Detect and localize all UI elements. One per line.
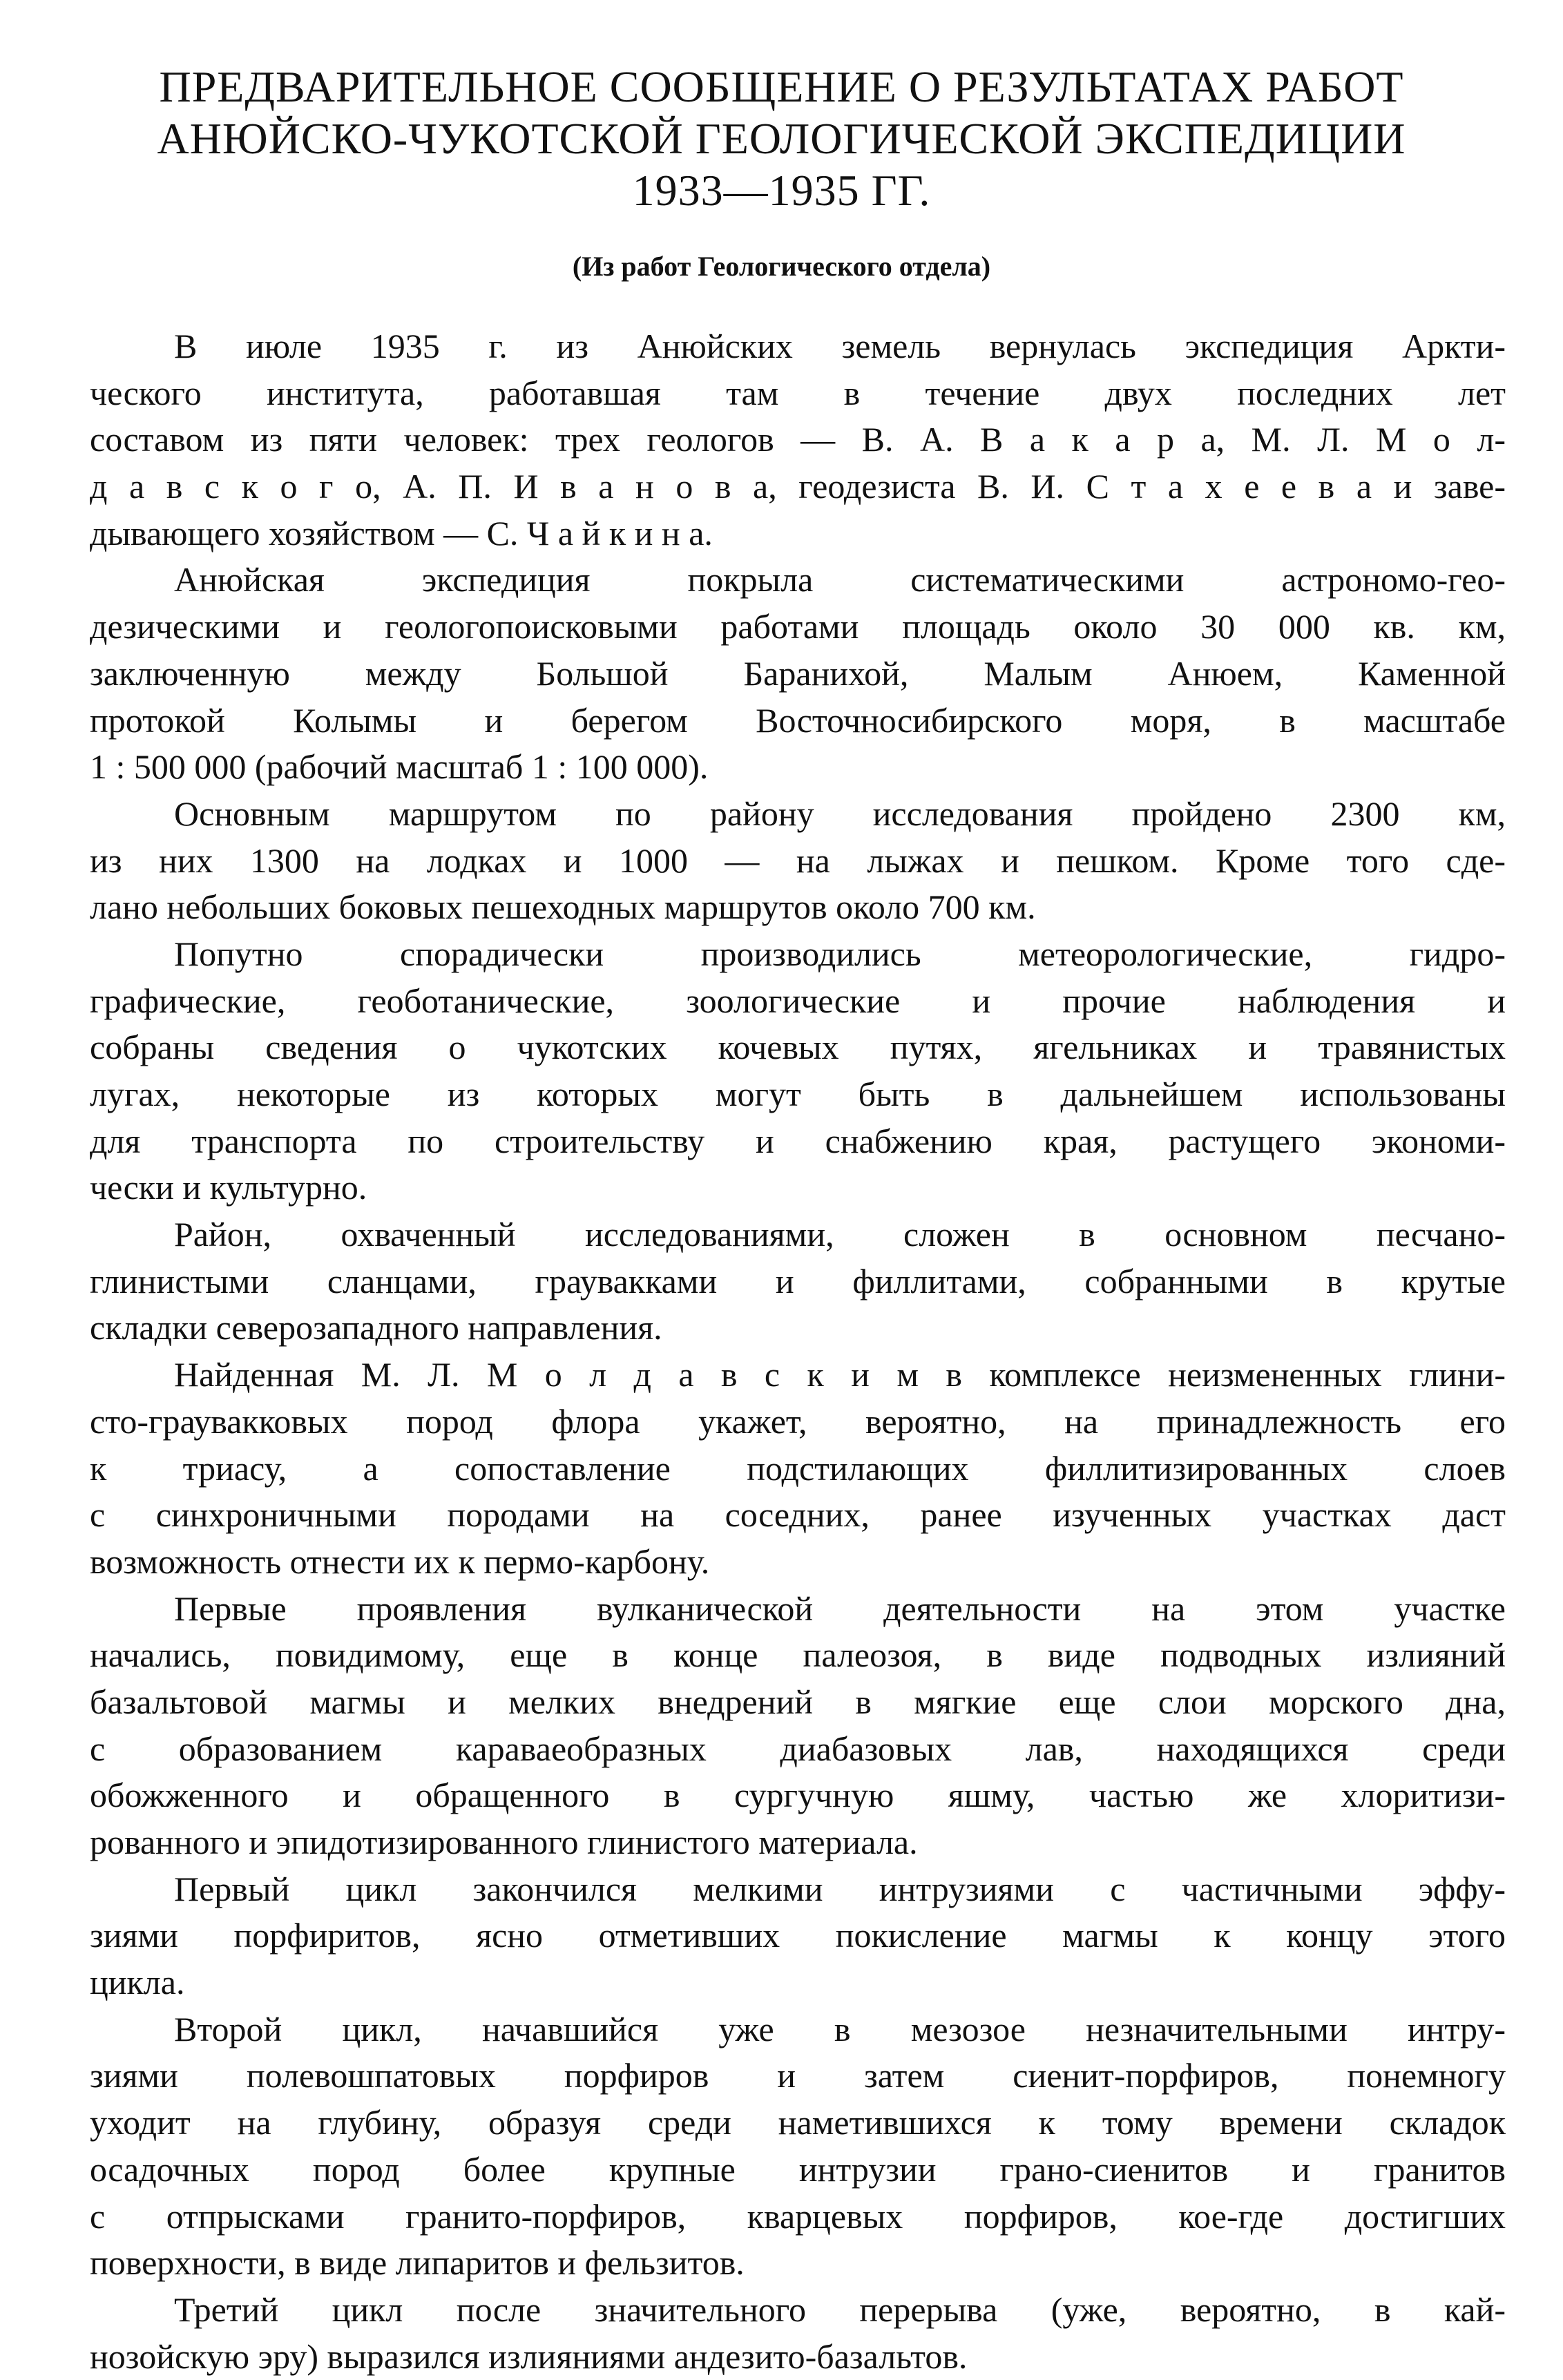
text-line bbox=[90, 2194, 1506, 2240]
text-line-content: возможность отнести их к пермо-карбону. bbox=[90, 1542, 710, 1581]
text-line-content: поверхности, в виде липаритов и фельзитов. bbox=[90, 2243, 745, 2283]
text-line-content: Основным маршрутом по району исследования пройдено 2300 км, bbox=[174, 794, 1506, 833]
text-line bbox=[90, 1118, 1506, 1165]
text-line bbox=[90, 791, 1506, 838]
text-line bbox=[90, 978, 1506, 1025]
title-line: АНЮЙСКО-ЧУКОТСКОЙ ГЕОЛОГИЧЕСКОЙ ЭКСПЕДИЦИИ bbox=[157, 114, 1406, 163]
text-line bbox=[90, 370, 1506, 417]
text-line-content: нозойскую эру) выразился излияниями андезито-базальтов. bbox=[90, 2336, 968, 2376]
text-line-content: Второй цикл, начавшийся уже в мезозое незначительными интру- bbox=[174, 2009, 1506, 2048]
paragraph bbox=[90, 1211, 1506, 1352]
text-line-content: Анюйская экспедиция покрыла систематическими астрономо-гео- bbox=[174, 560, 1506, 599]
document-body bbox=[90, 323, 1506, 2380]
paragraph bbox=[90, 2006, 1506, 2287]
text-line-content: обожженного и обращенного в сургучную яшму, частью же хлоритизи- bbox=[90, 1776, 1506, 1815]
text-line bbox=[90, 1632, 1506, 1679]
text-line-content: складки северозападного направления. bbox=[90, 1308, 662, 1347]
text-line bbox=[90, 651, 1506, 698]
text-line bbox=[90, 1866, 1506, 1913]
text-line bbox=[90, 463, 1506, 510]
text-line-content: дезическими и геологопоисковыми работами площадь около 30 000 кв. км, bbox=[90, 607, 1506, 646]
text-line-content: начались, повидимому, еще в конце палеозоя, в виде подводных излияний bbox=[90, 1635, 1506, 1675]
text-line-content: собраны сведения о чукотских кочевых путях, ягельниках и травянистых bbox=[90, 1028, 1506, 1067]
text-line-content: Попутно спорадически производились метеорологические, гидро- bbox=[174, 934, 1506, 973]
text-line-content: Первый цикл закончился мелкими интрузиями с частичными эффу- bbox=[174, 1869, 1506, 1908]
text-line-content: Найденная М. Л. М о л д а в с к и м в комплексе неизмененных глини- bbox=[174, 1355, 1506, 1394]
text-line bbox=[90, 698, 1506, 745]
text-line bbox=[90, 323, 1506, 370]
text-line-content: чески и культурно. bbox=[90, 1168, 367, 1207]
text-line bbox=[90, 2100, 1506, 2147]
text-line bbox=[90, 604, 1506, 651]
text-line bbox=[90, 1586, 1506, 1633]
text-line-content: протокой Колымы и берегом Восточносибирского моря, в масштабе bbox=[90, 700, 1506, 740]
text-line-content: зиями порфиритов, ясно отметивших покисление магмы к концу этого bbox=[90, 1916, 1506, 1955]
text-line bbox=[90, 1352, 1506, 1399]
text-line bbox=[90, 2334, 1506, 2380]
text-line-content: цикла. bbox=[90, 1963, 185, 2002]
text-line bbox=[90, 1772, 1506, 1819]
paragraph bbox=[90, 1352, 1506, 1585]
text-line-content: заключенную между Большой Баранихой, Малым Анюем, Каменной bbox=[90, 653, 1506, 693]
text-line-content: рованного и эпидотизированного глинистого материала. bbox=[90, 1823, 918, 1861]
text-line-content: базальтовой магмы и мелких внедрений в мягкие еще слои морского дна, bbox=[90, 1682, 1506, 1721]
text-line bbox=[90, 1024, 1506, 1071]
text-line bbox=[90, 2053, 1506, 2100]
text-line-content: уходит на глубину, образуя среди наметившихся к тому времени складок bbox=[90, 2103, 1506, 2142]
text-line bbox=[90, 744, 1506, 791]
text-line bbox=[90, 1399, 1506, 1446]
paragraph bbox=[90, 557, 1506, 790]
text-line bbox=[90, 416, 1506, 463]
text-line bbox=[90, 510, 1506, 557]
text-line bbox=[90, 557, 1506, 604]
text-line bbox=[90, 1726, 1506, 1773]
text-line-content: с образованием караваеобразных диабазовых лав, находящихся среди bbox=[90, 1729, 1506, 1768]
text-line bbox=[90, 1912, 1506, 1959]
document-subtitle: (Из работ Геологического отдела) bbox=[572, 251, 991, 282]
text-line bbox=[90, 1305, 1506, 1352]
text-line-content: дывающего хозяйством — С. Ч а й к и н а. bbox=[90, 513, 713, 553]
text-line-content: осадочных пород более крупные интрузии грано-сиенитов и гранитов bbox=[90, 2149, 1506, 2189]
text-line bbox=[90, 1492, 1506, 1539]
text-line bbox=[90, 2287, 1506, 2334]
text-line-content: из них 1300 на лодках и 1000 — на лыжах и пешком. Кроме того сде- bbox=[90, 841, 1506, 880]
text-line bbox=[90, 931, 1506, 978]
text-line bbox=[90, 1446, 1506, 1493]
paragraph bbox=[90, 791, 1506, 931]
paragraph bbox=[90, 1586, 1506, 1866]
text-line-content: сто-граувакковых пород флора укажет, вероятно, на принадлежность его bbox=[90, 1401, 1506, 1441]
text-line-content: лано небольших боковых пешеходных маршрутов около 700 км. bbox=[90, 887, 1036, 927]
title-line: 1933—1935 ГГ. bbox=[632, 166, 931, 215]
text-line-content: д а в с к о г о, А. П. И в а н о в а, геодезиста В. И. С т а х е е в а и заве- bbox=[90, 467, 1506, 506]
paragraph bbox=[90, 2287, 1506, 2380]
paragraph bbox=[90, 931, 1506, 1211]
text-line-content: составом из пяти человек: трех геологов — В. А. В а к а р а, М. Л. М о л- bbox=[90, 420, 1506, 459]
text-line bbox=[90, 1959, 1506, 2006]
text-line-content: с синхроничными породами на соседних, ранее изученных участках даст bbox=[90, 1495, 1506, 1535]
text-line-content: Третий цикл после значительного перерыва (уже, вероятно, в кай- bbox=[174, 2290, 1506, 2329]
text-line-content: глинистыми сланцами, граувакками и филлитами, собранными в крутые bbox=[90, 1261, 1506, 1301]
document-title bbox=[0, 61, 1563, 216]
text-line bbox=[90, 1164, 1506, 1211]
text-line-content: графические, геоботанические, зоологические и прочие наблюдения и bbox=[90, 981, 1506, 1020]
text-line-content: ческого института, работавшая там в течение двух последних лет bbox=[90, 373, 1506, 412]
text-line-content: В июле 1935 г. из Анюйских земель вернулась экспедиция Аркти- bbox=[174, 327, 1506, 365]
text-line-content: для транспорта по строительству и снабжению края, растущего экономи- bbox=[90, 1121, 1506, 1160]
text-line-content: 1 : 500 000 (рабочий масштаб 1 : 100 000). bbox=[90, 747, 709, 787]
text-line bbox=[90, 1819, 1506, 1866]
text-line bbox=[90, 838, 1506, 885]
text-line bbox=[90, 1071, 1506, 1118]
text-line-content: зиями полевошпатовых порфиров и затем сиенит-порфиров, понемногу bbox=[90, 2056, 1506, 2095]
text-line bbox=[90, 1258, 1506, 1305]
text-line bbox=[90, 884, 1506, 931]
text-line bbox=[90, 2240, 1506, 2287]
text-line-content: к триасу, а сопоставление подстилающих филлитизированных слоев bbox=[90, 1448, 1506, 1488]
paragraph bbox=[90, 1866, 1506, 2006]
paragraph bbox=[90, 323, 1506, 557]
text-line bbox=[90, 2006, 1506, 2053]
text-line bbox=[90, 1211, 1506, 1258]
text-line-content: лугах, некоторые из которых могут быть в дальнейшем использованы bbox=[90, 1075, 1506, 1113]
text-line-content: Район, охваченный исследованиями, сложен в основном песчано- bbox=[174, 1215, 1506, 1254]
text-line-content: с отпрысками гранито-порфиров, кварцевых порфиров, кое-где достигших bbox=[90, 2196, 1506, 2236]
text-line-content: Первые проявления вулканической деятельности на этом участке bbox=[174, 1589, 1506, 1628]
text-line bbox=[90, 2147, 1506, 2194]
text-line bbox=[90, 1539, 1506, 1586]
text-line bbox=[90, 1679, 1506, 1726]
title-line: ПРЕДВАРИТЕЛЬНОЕ СООБЩЕНИЕ О РЕЗУЛЬТАТАХ РАБОТ bbox=[159, 62, 1404, 111]
